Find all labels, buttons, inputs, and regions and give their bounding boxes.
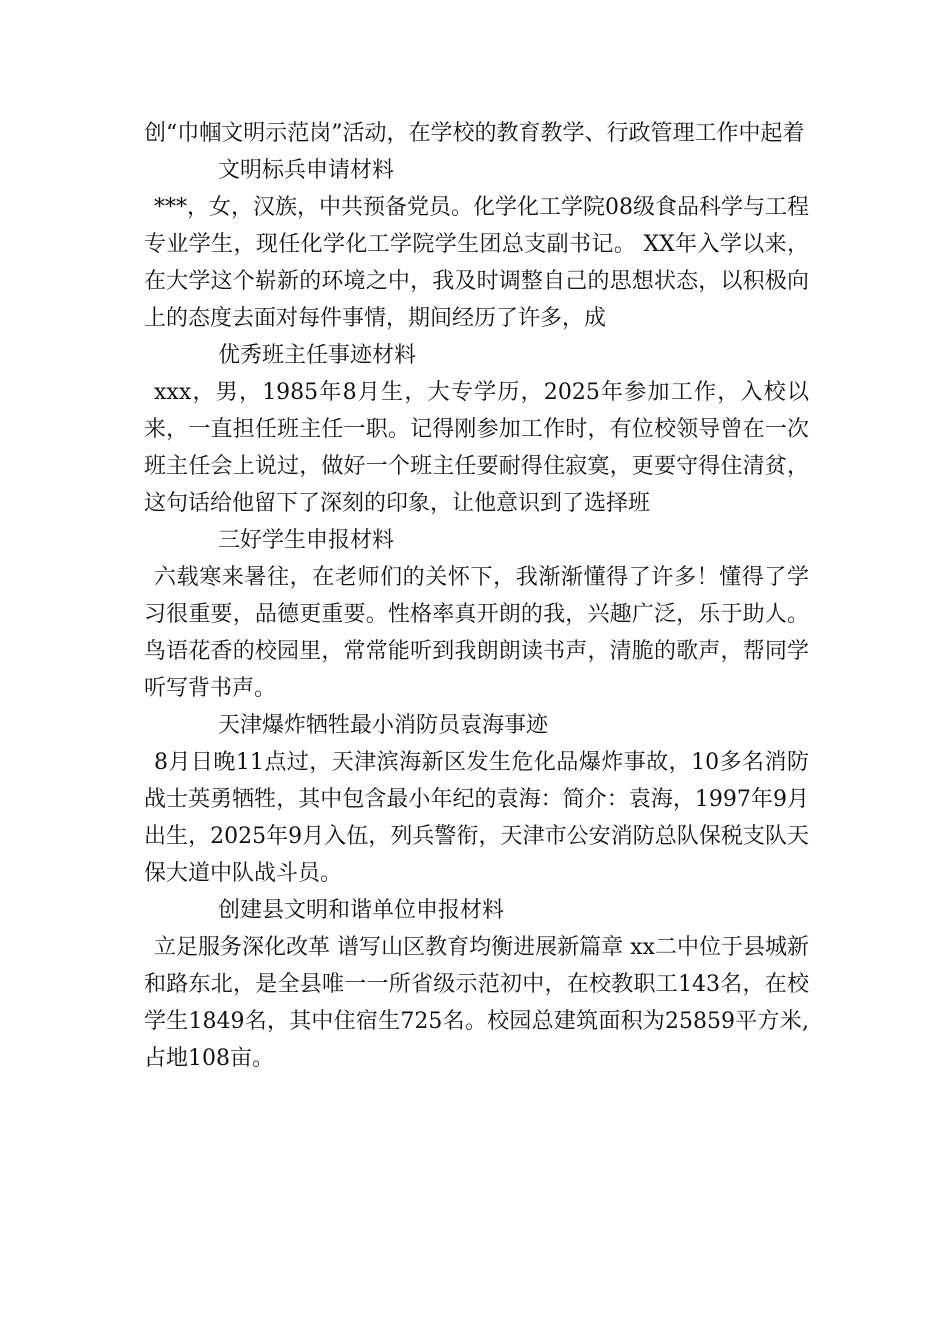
paragraph-intro: 创“巾帼文明示范岗”活动，在学校的教育教学、行政管理工作中起着 (144, 121, 805, 146)
heading-firefighter: 天津爆炸牺牲最小消防员袁海事迹 (218, 713, 549, 738)
heading-harmonious-unit: 创建县文明和谐单位申报材料 (218, 898, 505, 923)
paragraph-firefighter: 8月日晚11点过，天津滨海新区发生危化品爆炸事故，10多名消防战士英勇牺牲，其中包含最小年纪的袁海：简介：袁海，1997年9月出生，2025年9月入伍，列兵警衔，天津市公安消防总队保税支队天保大道中队战斗员。 (144, 750, 809, 886)
paragraph-harmonious-unit: 立足服务深化改革 谱写山区教育均衡进展新篇章 xx二中位于县城新和路东北，是全县唯一一所省级示范初中，在校教职工143名，在校学生1849名，其中住宿生725名。校园总建筑面积为25859平方米,占地108亩。 (144, 935, 809, 1071)
paragraph-merit-student: 六载寒来暑往，在老师们的关怀下，我渐渐懂得了许多！懂得了学习很重要，品德更重要。性格率真开朗的我，兴趣广泛，乐于助人。鸟语花香的校园里，常常能听到我朗朗读书声，清脆的歌声，帮同学听写背书声。 (144, 565, 809, 701)
heading-civilized-model: 文明标兵申请材料 (218, 158, 395, 183)
paragraph-excellent-teacher: xxx，男，1985年8月生，大专学历，2025年参加工作，入校以来，一直担任班主任一职。记得刚参加工作时，有位校领导曾在一次班主任会上说过，做好一个班主任要耐得住寂寞，更要守得住清贫，这句话给他留下了深刻的印象，让他意识到了选择班 (144, 380, 809, 516)
heading-merit-student: 三好学生申报材料 (218, 528, 395, 553)
paragraph-civilized-model: ***，女，汉族，中共预备党员。化学化工学院08级食品科学与工程专业学生，现任化学化工学院学生团总支副书记。 XX年入学以来，在大学这个崭新的环境之中，我及时调整自己的思想状态，以积极向上的态度去面对每件事情，期间经历了许多，成 (144, 195, 809, 331)
document-body (144, 115, 809, 1077)
heading-excellent-teacher: 优秀班主任事迹材料 (218, 343, 417, 368)
